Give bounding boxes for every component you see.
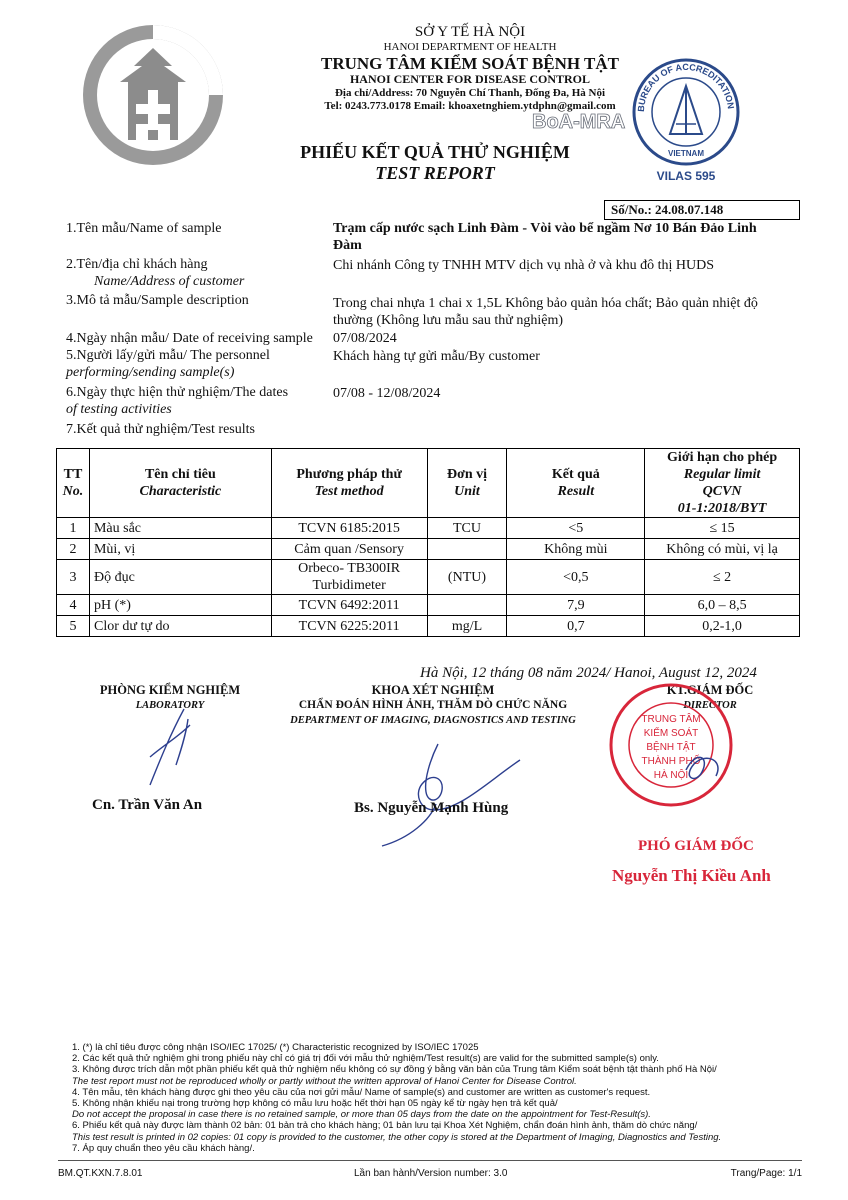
red-official-stamp (606, 680, 736, 810)
row-characteristic: Clor dư tự do (89, 616, 271, 637)
row-unit: mg/L (427, 616, 507, 637)
dept-title-2: CHẨN ĐOÁN HÌNH ẢNH, THĂM DÒ CHỨC NĂNG (298, 699, 568, 711)
contact: Tel: 0243.773.0178 Email: khoaxetnghiem.ytdphn@gmail.com (324, 99, 616, 112)
table-row (57, 595, 800, 616)
row-method: TCVN 6225:2011 (271, 616, 427, 637)
svg-text:BoA-MRA: BoA-MRA (532, 111, 626, 133)
received-value: 07/08/2024 (333, 331, 397, 346)
row-unit: TCU (427, 518, 507, 539)
customer-label-1: 2.Tên/địa chỉ khách hàng (66, 257, 208, 272)
col-characteristic: Tên chỉ tiêu (144, 467, 216, 482)
row-characteristic: pH (*) (89, 595, 271, 616)
col-tt-en: No. (62, 484, 84, 499)
dept-signature (370, 740, 530, 850)
row-result: Không mùi (507, 539, 645, 560)
dept-en: HANOI DEPARTMENT OF HEALTH (383, 41, 557, 54)
note-item: 6. Phiếu kết quả này được làm thành 02 bản: 01 bản trả cho khách hàng; 01 bản lưu tại Khoa Xét Nghiệm, chẩn đoán hình ảnh, thăm dò chức năng/ (72, 1120, 698, 1132)
note-item: 1. (*) là chỉ tiêu được công nhận ISO/IEC 17025/ (*) Characteristic recognized by ISO/IEC 17025 (72, 1042, 479, 1053)
hcdc-logo (78, 20, 228, 170)
dept-vi: SỞ Y TẾ HÀ NỘI (414, 24, 526, 40)
svg-text:VIETNAM: VIETNAM (668, 149, 704, 158)
col-result-en: Result (557, 484, 595, 499)
col-limit-std2: 01-1:2018/BYT (677, 501, 767, 516)
row-unit (427, 595, 507, 616)
note-item: This test result is printed in 02 copies: 01 copy is provided to the customer, the other copy is stored at the Department of Imaging, Diagnostics and Testing. (72, 1131, 722, 1143)
testing-dates-label-1: 6.Ngày thực hiện thử nghiệm/The dates (66, 385, 289, 400)
note-item: 4. Tên mẫu, tên khách hàng được ghi theo yêu cầu của nơi gửi mẫu/ Name of sample(s) and customer are written as customer's request. (72, 1086, 651, 1098)
center-en: HANOI CENTER FOR DISEASE CONTROL (349, 72, 591, 87)
title-vi: PHIẾU KẾT QUẢ THỬ NGHIỆM (300, 142, 570, 162)
row-no: 1 (57, 518, 90, 539)
form-code: BM.QT.KXN.7.8.01 (58, 1168, 143, 1179)
description-value: Trong chai nhựa 1 chai x 1,5L Không bảo quản hóa chất; Bảo quản nhiệt độ thường (Không lưu mẫu sau thử nghiệm) (333, 296, 758, 328)
footer-divider (58, 1160, 802, 1161)
deputy-title: PHÓ GIÁM ĐỐC (638, 838, 754, 854)
table-header-row (57, 449, 800, 518)
description-label: 3.Mô tả mẫu/Sample description (66, 293, 249, 308)
row-result: <5 (507, 518, 645, 539)
svg-text:BUREAU OF ACCREDITATION: BUREAU OF ACCREDITATION (635, 61, 736, 113)
sender-label-1: 5.Người lấy/gửi mẫu/ The personnel (66, 348, 270, 363)
row-limit: 6,0 – 8,5 (645, 595, 800, 616)
note-item: Do not accept the proposal in case there is no retained sample, or more than 05 days from the date on the appointment for Test-Result(s). (72, 1109, 651, 1121)
table-row (57, 539, 800, 560)
report-number: Số/No.: 24.08.07.148 (604, 200, 800, 220)
accreditation-seal (628, 54, 744, 186)
lab-title: PHÒNG KIỂM NGHIỆM (99, 683, 241, 697)
page-number: Trang/Page: 1/1 (730, 1168, 802, 1179)
testing-dates-label-2: of testing activities (66, 402, 172, 417)
col-limit: Giới hạn cho phép (667, 450, 778, 465)
col-limit-std1: QCVN (702, 484, 742, 499)
svg-text:KIỂM SOÁT: KIỂM SOÁT (643, 728, 699, 739)
row-limit: ≤ 2 (645, 560, 800, 595)
sample-name-label: 1.Tên mẫu/Name of sample (66, 221, 222, 236)
deputy-name: Nguyễn Thị Kiều Anh (612, 866, 771, 885)
row-result: <0,5 (507, 560, 645, 595)
row-unit: (NTU) (427, 560, 507, 595)
col-method-en: Test method (314, 484, 384, 499)
results-label: 7.Kết quả thử nghiệm/Test results (66, 422, 255, 437)
row-no: 2 (57, 539, 90, 560)
director-title-en: DIRECTOR (683, 700, 737, 711)
lab-signature (120, 705, 220, 795)
director-title: KT.GIÁM ĐỐC (666, 683, 754, 697)
testing-dates-value: 07/08 - 12/08/2024 (333, 386, 441, 401)
dept-block (268, 683, 598, 728)
table-row (57, 518, 800, 539)
table-row (57, 616, 800, 637)
row-no: 4 (57, 595, 90, 616)
row-characteristic: Màu sắc (89, 518, 271, 539)
svg-text:TRUNG TÂM: TRUNG TÂM (641, 714, 701, 725)
table-row (57, 560, 800, 595)
col-characteristic-en: Characteristic (139, 484, 222, 499)
row-characteristic: Mùi, vị (89, 539, 271, 560)
sender-value: Khách hàng tự gửi mẫu/By customer (333, 349, 540, 364)
row-characteristic: Độ đục (89, 560, 271, 595)
address: Địa chỉ/Address: 70 Nguyễn Chí Thanh, Đống Đa, Hà Nội (334, 87, 606, 100)
center-vi: TRUNG TÂM KIỂM SOÁT BỆNH TẬT (320, 53, 620, 73)
row-no: 3 (57, 560, 90, 595)
note-item: 3. Không được trích dẫn một phần phiếu kết quả thử nghiệm nếu không có sự đồng ý bằng văn bản của Trung tâm Kiểm soát bệnh tật thành phố Hà Nội/ (72, 1064, 717, 1076)
vilas-number: VILAS 595 (656, 169, 716, 183)
svg-text:THÀNH PHỐ: THÀNH PHỐ (641, 756, 701, 767)
customer-value: Chi nhánh Công ty TNHH MTV dịch vụ nhà ở và khu đô thị HUDS (333, 258, 714, 273)
row-result: 7,9 (507, 595, 645, 616)
report-title (230, 142, 640, 184)
svg-text:HÀ NỘI: HÀ NỘI (653, 770, 689, 781)
col-unit: Đơn vị (446, 467, 487, 482)
row-no: 5 (57, 616, 90, 637)
row-method (271, 560, 427, 595)
row-limit: ≤ 15 (645, 518, 800, 539)
row-unit (427, 539, 507, 560)
results-table (56, 448, 800, 637)
row-result: 0,7 (507, 616, 645, 637)
col-limit-en: Regular limit (683, 467, 761, 482)
dept-title-en: DEPARTMENT OF IMAGING, DIAGNOSTICS AND TESTING (290, 715, 576, 726)
row-limit: Không có mùi, vị lạ (645, 539, 800, 560)
svg-text:BỆNH TẬT: BỆNH TẬT (646, 742, 696, 753)
col-method: Phương pháp thử (296, 467, 402, 482)
dept-title: KHOA XÉT NGHIỆM (371, 683, 495, 697)
sender-label-2: performing/sending sample(s) (66, 365, 235, 380)
title-en: TEST REPORT (375, 163, 495, 183)
row-method-line-2: Turbidimeter (312, 578, 386, 593)
notes (72, 1042, 792, 1154)
note-item: The test report must not be reproduced wholly or partly without the written approval of Hanoi Center for Disease Control. (72, 1075, 577, 1087)
note-item: 5. Không nhận khiếu nại trong trường hợp không có mẫu lưu hoặc hết thời hạn 05 ngày kể từ ngày hẹn trả kết quả/ (72, 1098, 558, 1110)
row-method: TCVN 6185:2015 (271, 518, 427, 539)
col-unit-en: Unit (454, 484, 480, 499)
note-item: 7. Áp quy chuẩn theo yêu cầu khách hàng/. (72, 1142, 255, 1154)
row-method: TCVN 6492:2011 (271, 595, 427, 616)
row-method-line-1: Orbeco- TB300IR (298, 561, 401, 576)
row-limit: 0,2-1,0 (645, 616, 800, 637)
lab-person: Cn. Trần Văn An (92, 797, 203, 813)
note-item: 2. Các kết quả thử nghiệm ghi trong phiếu này chỉ có giá trị đối với mẫu thử nghiệm/Test result(s) are valid for the submitted sample(s) only. (72, 1053, 659, 1065)
sample-name-value: Trạm cấp nước sạch Linh Đàm - Vòi vào bể ngầm Nơ 10 Bán Đảo Linh Đàm (333, 221, 757, 253)
received-label: 4.Ngày nhận mẫu/ Date of receiving sample (66, 331, 313, 346)
col-tt: TT (63, 467, 83, 482)
row-method: Cảm quan /Sensory (271, 539, 427, 560)
date-line: Hà Nội, 12 tháng 08 năm 2024/ Hanoi, August 12, 2024 (420, 665, 757, 681)
version-number: Lần ban hành/Version number: 3.0 (354, 1168, 508, 1179)
col-result: Kết quả (551, 467, 600, 482)
dept-person: Bs. Nguyễn Mạnh Hùng (354, 800, 509, 816)
lab-title-en: LABORATORY (135, 700, 205, 711)
page-footer (58, 1168, 802, 1179)
customer-label-2: Name/Address of customer (94, 274, 245, 289)
